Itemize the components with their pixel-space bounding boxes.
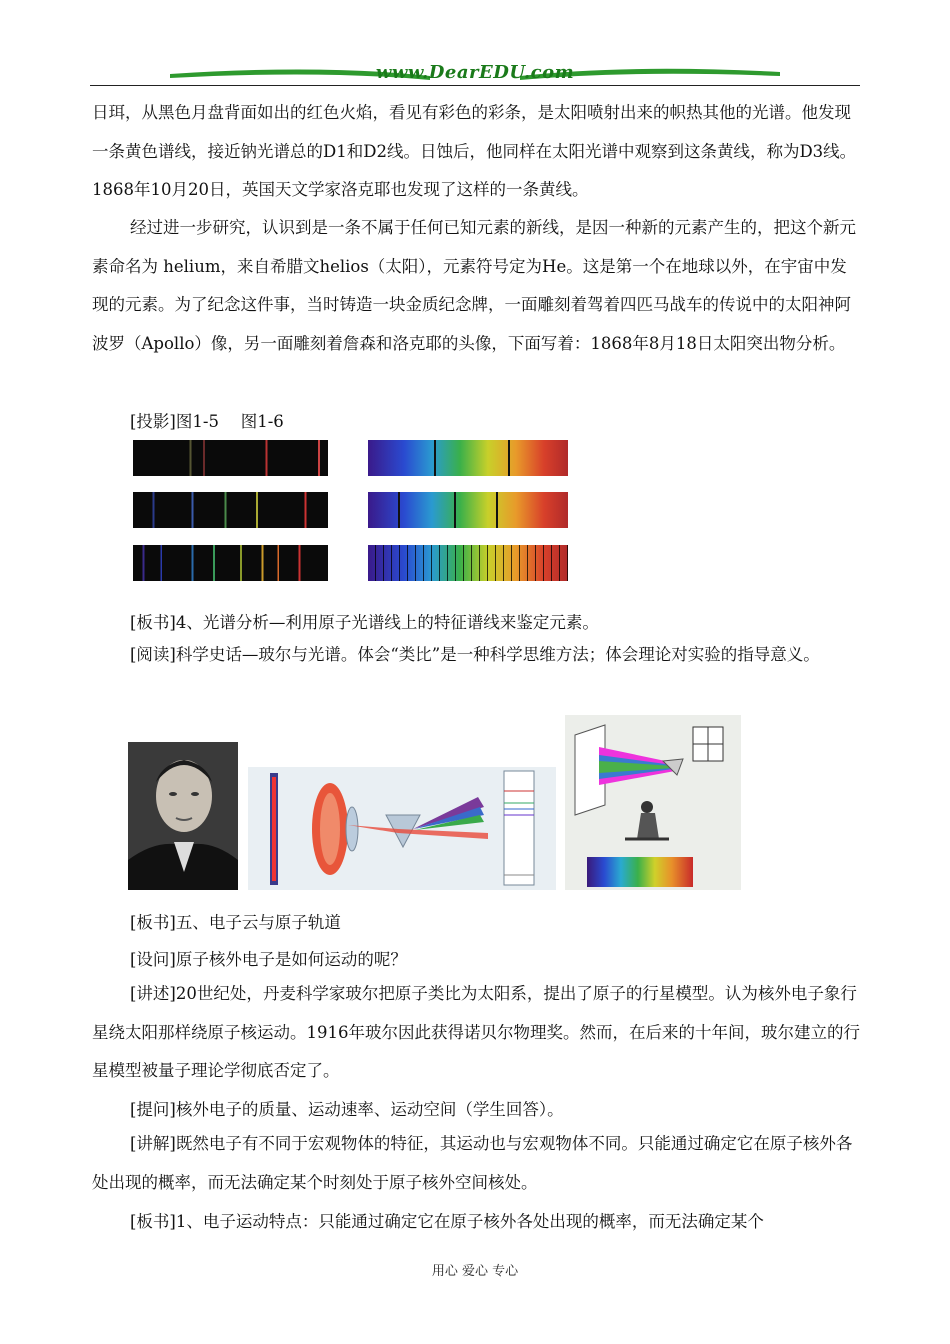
page-header bbox=[90, 60, 860, 90]
paragraph-helium-discovery: 日珥，从黑色月盘背面如出的红色火焰，看见有彩色的彩条，是太阳喷射出来的帜热其他的光谱。他发现一条黄色谱线，接近钠光谱总的D1和D2线。日蚀后，他同样在太阳光谱中观察到这条黄线，称为D3线。1868年10月20日，英国天文学家洛克耶也发现了这样的一条黄线。 bbox=[92, 103, 857, 199]
header-rule bbox=[90, 85, 860, 86]
line-spectrum-1 bbox=[133, 440, 328, 476]
bohr-portrait bbox=[128, 742, 238, 890]
page-footer: 用心 爱心 专心 bbox=[431, 1264, 519, 1279]
ask-electron-properties: [提问]核外电子的质量、运动速率、运动空间（学生回答）。 bbox=[130, 1100, 564, 1119]
reading-note-bohr: [阅读]科学史话—玻尔与光谱。体会“类比”是一种科学思维方法；体会理论对实验的指导意义。 bbox=[130, 645, 820, 664]
board-note-electron-cloud: [板书]五、电子云与原子轨道 bbox=[130, 913, 341, 932]
spectroscope-diagram bbox=[248, 767, 556, 890]
line-spectrum-3 bbox=[133, 545, 328, 581]
continuous-spectrum-bar bbox=[587, 857, 693, 887]
absorption-spectrum-2 bbox=[368, 492, 568, 528]
line-spectrum-2 bbox=[133, 492, 328, 528]
board-note-electron-motion: [板书]1、电子运动特点：只能通过确定它在原子核外各处出现的概率，而无法确定某个 bbox=[130, 1212, 764, 1231]
explain-electron-probability: [讲解]既然电子有不同于宏观物体的特征，其运动也与宏观物体不同。只能通过确定它在原子核外各处出现的概率，而无法确定某个时刻处于原子核外空间核处。 bbox=[92, 1134, 853, 1192]
absorption-spectrum-3 bbox=[368, 545, 568, 581]
lecture-bohr-model: [讲述]20世纪处，丹麦科学家玻尔把原子类比为太阳系，提出了原子的行星模型。认为核外电子象行星绕太阳那样绕原子核运动。1916年玻尔因此获得诺贝尔物理奖。然而，在后来的十年间，玻尔建立的行星模型被量子理论学彻底否定了。 bbox=[92, 984, 860, 1080]
absorption-spectrum-1 bbox=[368, 440, 568, 476]
board-note-spectral-analysis: [板书]4、光谱分析—利用原子光谱线上的特征谱线来鉴定元素。 bbox=[130, 613, 599, 632]
prism-experiment-sketch bbox=[565, 715, 741, 890]
site-logo-text: www.DearEDU.com bbox=[375, 62, 575, 83]
paragraph-helium-naming: 经过进一步研究，认识到是一条不属于任何已知元素的新线，是因一种新的元素产生的，把这个新元素命名为 helium，来自希腊文helios（太阳），元素符号定为He。这是第一个在地球以外，在宇宙中发现的元素。为了纪念这件事，当时铸造一块金质纪念牌，一面雕刻着驾着四匹马战车的传说中的太阳神阿波罗（Apollo）像，另一面雕刻着詹森和洛克耶的头像，下面写着：1868年8月18日太阳突出物分析。 bbox=[92, 218, 856, 353]
question-electron-motion: [设问]原子核外电子是如何运动的呢？ bbox=[130, 950, 407, 969]
projection-label: [投影]图1-5 图1-6 bbox=[130, 412, 284, 431]
